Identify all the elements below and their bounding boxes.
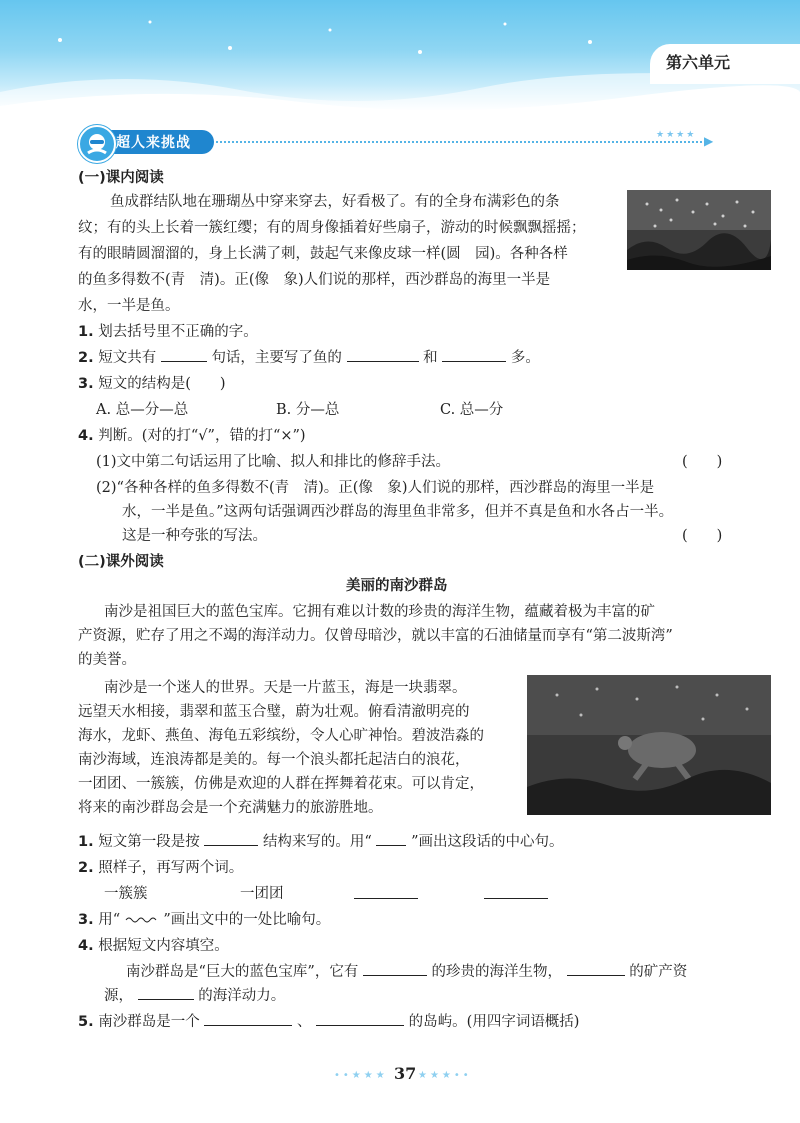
question-text: 源，	[104, 988, 133, 1004]
answer-paren[interactable]: ( )	[682, 528, 723, 544]
question-text: 的珍贵的海洋生物，	[431, 964, 563, 980]
passage2-line: 将来的南沙群岛会是一个充满魅力的旅游胜地。	[78, 800, 383, 816]
question-text: 南沙群岛是一个	[98, 1014, 200, 1030]
question-text: 句话，主要写了鱼的	[211, 350, 342, 366]
passage1-line: 纹；有的头上长着一簇红缨；有的周身像插着好些扇子，游动的时候飘飘摇摇；	[78, 220, 586, 236]
wavy-line-mark	[125, 915, 159, 925]
question-text: 短文共有	[98, 350, 157, 366]
question-number: 1.	[78, 834, 94, 850]
question-text: ”画出这段话的中心句。	[411, 834, 564, 850]
question-text: 、	[296, 1014, 312, 1030]
question-text: 判断。(对的打“√”，错的打“×”)	[98, 428, 306, 444]
question-text: 的矿产资	[629, 964, 688, 980]
question-number: 3.	[78, 376, 94, 392]
passage2-line: 产资源，贮存了用之不竭的海洋动力。仅曾母暗沙，就以丰富的石油储量而享有“第二波斯湾”	[78, 628, 673, 644]
question-number: 3.	[78, 912, 94, 928]
section-badge	[78, 127, 214, 157]
badge-label: 超人来挑战	[116, 135, 191, 151]
question-text: 短文的结构是( )	[98, 376, 226, 392]
fill-line	[126, 960, 687, 981]
unit-title: 第六单元	[666, 53, 731, 72]
star-decoration: ★★★••	[418, 1070, 472, 1081]
question-5	[78, 1010, 579, 1031]
question-text: 和	[423, 350, 438, 366]
judge-item-2: (2)“各种各样的鱼多得数不(青 清)。正(像 象)人们说的那样，西沙群岛的海里一半是	[96, 480, 655, 496]
judge-item-2: 水，一半是鱼。”这两句话强调西沙群岛的海里鱼非常多，但并不真是鱼和水各占一半。	[122, 504, 674, 520]
answer-paren[interactable]: ( )	[682, 454, 723, 470]
judge-item-2: 这是一种夸张的写法。	[122, 528, 267, 544]
answer-blank[interactable]	[138, 985, 194, 1000]
star-decoration: ••★★★	[334, 1070, 388, 1081]
question-number: 2.	[78, 350, 94, 366]
question-text: 的岛屿。(用四字词语概括)	[408, 1014, 580, 1030]
question-text: 根据短文内容填空。	[98, 938, 229, 954]
passage1-line: 有的眼睛圆溜溜的，身上长满了刺，鼓起气来像皮球一样(圆 园)。各种各样	[78, 246, 568, 262]
question-number: 5.	[78, 1014, 94, 1030]
answer-blank[interactable]	[204, 831, 258, 846]
passage2-line: 南沙海域，连浪涛都是美的。每一个浪头都托起洁白的浪花，	[78, 752, 470, 768]
passage1-line: 鱼成群结队地在珊瑚丛中穿来穿去，好看极了。有的全身布满彩色的条	[110, 194, 560, 210]
question-text: 的海洋动力。	[198, 988, 286, 1004]
answer-blank[interactable]	[161, 347, 207, 362]
option-a[interactable]: A. 总—分—总	[96, 402, 189, 418]
coral-fish-photo	[627, 190, 771, 270]
passage1-line: 的鱼多得数不(青 清)。正(像 象)人们说的那样，西沙群岛的海里一半是	[78, 272, 551, 288]
passage2-line: 海水，龙虾、燕鱼、海龟五彩缤纷，令人心旷神怡。碧波浩淼的	[78, 728, 484, 744]
question-1	[78, 320, 258, 341]
option-b[interactable]: B. 分—总	[276, 402, 340, 418]
arrow-icon: ▶	[704, 134, 714, 148]
superhero-icon	[78, 125, 116, 163]
article-title: 美丽的南沙群岛	[346, 578, 448, 594]
star-decoration: ★★★★	[656, 130, 697, 140]
answer-blank[interactable]	[567, 961, 625, 976]
underline-mark	[376, 831, 406, 846]
question-number: 4.	[78, 428, 94, 444]
question-2	[78, 346, 540, 367]
answer-blank[interactable]	[354, 884, 418, 899]
passage2-line: 南沙是祖国巨大的蓝色宝库。它拥有难以计数的珍贵的海洋生物，蕴藏着极为丰富的矿	[104, 604, 655, 620]
part2-heading: (二)课外阅读	[78, 554, 164, 570]
passage2-line: 南沙是一个迷人的世界。天是一片蓝玉，海是一块翡翠。	[104, 680, 467, 696]
question-number: 4.	[78, 938, 94, 954]
answer-blank[interactable]	[363, 961, 427, 976]
answer-blank[interactable]	[442, 347, 506, 362]
question-text: 用“	[98, 912, 121, 928]
fill-line	[104, 984, 285, 1005]
question-text: 多。	[510, 350, 540, 366]
question-number: 1.	[78, 324, 94, 340]
question-4	[78, 424, 306, 445]
judge-item-1: (1)文中第二句话运用了比喻、拟人和排比的修辞手法。	[96, 454, 451, 470]
question-4	[78, 934, 229, 955]
question-2	[78, 856, 243, 877]
question-text: 短文第一段是按	[98, 834, 200, 850]
example-word: 一簇簇	[104, 886, 148, 902]
section-divider	[216, 141, 706, 143]
example-word: 一团团	[240, 886, 284, 902]
page-number: 37	[394, 1064, 417, 1083]
option-c[interactable]: C. 总—分	[440, 402, 504, 418]
answer-blank[interactable]	[484, 884, 548, 899]
question-text: 照样子，再写两个词。	[98, 860, 244, 876]
question-text: 南沙群岛是“巨大的蓝色宝库”，它有	[126, 964, 359, 980]
question-text: 划去括号里不正确的字。	[98, 324, 258, 340]
question-text: ”画出文中的一处比喻句。	[163, 912, 331, 928]
answer-blank[interactable]	[316, 1011, 404, 1026]
passage2-line: 一团团、一簇簇，仿佛是欢迎的人群在挥舞着花束。可以肯定，	[78, 776, 484, 792]
sea-turtle-photo	[527, 675, 771, 815]
question-3	[78, 908, 330, 929]
passage1-line: 水，一半是鱼。	[78, 298, 180, 314]
passage2-line: 远望天水相接，翡翠和蓝玉合璧，蔚为壮观。俯看清澈明亮的	[78, 704, 470, 720]
question-number: 2.	[78, 860, 94, 876]
answer-blank[interactable]	[347, 347, 419, 362]
answer-blank[interactable]	[204, 1011, 292, 1026]
part1-heading: (一)课内阅读	[78, 170, 164, 186]
question-text: 结构来写的。用“	[262, 834, 372, 850]
question-1	[78, 830, 564, 851]
passage2-line: 的美誉。	[78, 652, 136, 668]
question-3	[78, 372, 226, 393]
